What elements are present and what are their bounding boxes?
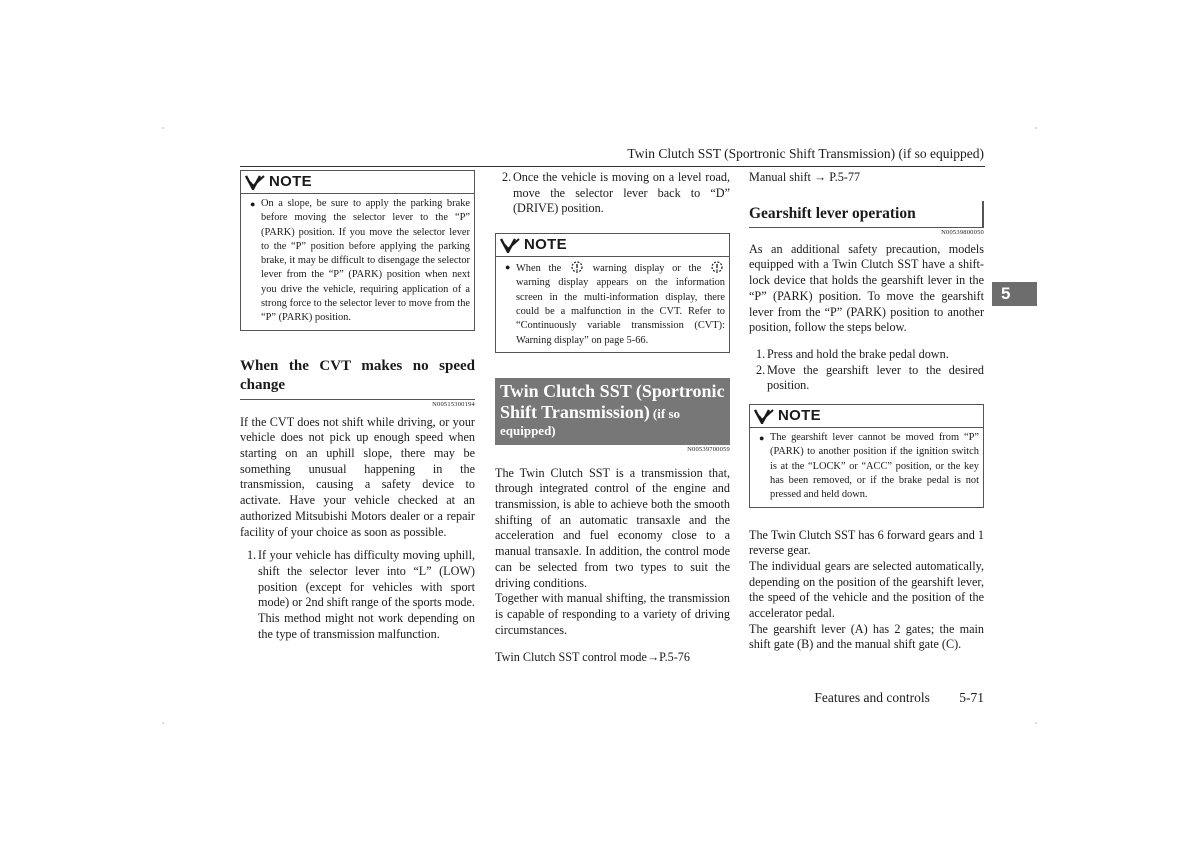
bullet-icon: ● <box>250 199 256 209</box>
xref-label: Manual shift <box>749 170 811 184</box>
xref-page: P.5-77 <box>829 170 861 184</box>
crop-mark <box>1035 127 1037 129</box>
section-title: When the CVT makes no speed change <box>240 357 475 393</box>
note-label: NOTE <box>778 407 821 425</box>
paragraph: The individual gears are selected automatically, depending on the position of the gearshift lever, the speed of the vehicle and the position of the accelerator pedal. <box>749 558 984 621</box>
header-rule <box>240 166 985 167</box>
step-item <box>749 347 984 363</box>
note-header <box>496 234 729 257</box>
xref-label: Twin Clutch SST control mode <box>495 650 647 665</box>
banner-suffix: (if so equipped) <box>500 405 681 438</box>
step-text: Move the gearshift lever to the desired position. <box>767 362 984 393</box>
crop-mark <box>1035 722 1037 724</box>
column-left <box>240 170 475 643</box>
bullet-icon: ● <box>759 433 765 444</box>
section-code: N00539700059 <box>687 445 730 453</box>
note-box <box>749 404 984 507</box>
note-check-icon <box>500 238 520 253</box>
note-header <box>750 405 983 428</box>
step-list <box>495 170 730 217</box>
step-item <box>495 170 730 217</box>
paragraph: The gearshift lever (A) has 2 gates; the main shift gate (B) and the manual shift gate (C). <box>749 621 984 652</box>
step-list <box>749 347 984 394</box>
step-number: 1. <box>756 346 766 361</box>
note-label: NOTE <box>524 236 567 254</box>
note-text: On a slope, be sure to apply the parking brake before moving the selector lever to the “P” (PARK) position. If you move the selector lever to the “P” position before applying the parking brake, it may be difficult to disengage the selector lever from the “P” (PARK) position when next you drive the vehicle, requiring application of a strong force to the selector lever to move from the “P” (PARK) position. <box>261 198 470 324</box>
note-label: NOTE <box>269 173 312 191</box>
column-right <box>749 170 984 653</box>
transmission-warning-icon <box>569 260 585 274</box>
step-extra-text: This method might not work depending on the type of transmission malfunction. <box>258 611 475 641</box>
step-text: Once the vehicle is moving on a level road, move the selector lever back to “D” (DRIVE) position. <box>513 170 730 216</box>
note-check-icon <box>754 409 774 424</box>
paragraph: Together with manual shifting, the transmission is capable of responding to a variety of driving circumstances. <box>495 591 730 637</box>
step-text: Press and hold the brake pedal down. <box>767 346 949 361</box>
note-body <box>241 194 474 330</box>
chapter-tab: 5 <box>992 282 1037 306</box>
step-text: If your vehicle has difficulty moving uphill, shift the selector lever into “L” (LOW) position (except for vehicles with sport mode) or 2nd shift range of the sports mode. <box>258 548 475 610</box>
step-number: 1. <box>247 548 257 563</box>
cross-reference <box>495 650 730 666</box>
note-body <box>750 428 983 506</box>
footer-section: Features and controls <box>814 690 930 705</box>
crop-mark <box>162 127 164 129</box>
note-text: The gearshift lever cannot be moved from “P” (PARK) to another position if the ignition switch is at the “LOCK” or “ACC” position, or the key has been removed, or if the brake pedal is not pressed and held down. <box>770 432 979 501</box>
step-number: 2. <box>756 362 766 377</box>
paragraph: The Twin Clutch SST is a transmission that, through integrated control of the engine and transmission, is able to achieve both the smooth shifting of an automatic transaxle and the acceleration and fuel economy close to a manual transaxle. In addition, the control mode can be selected from two types to suit the driving conditions. <box>495 465 730 590</box>
section-banner <box>495 378 730 445</box>
note-box <box>240 170 475 331</box>
paragraph: As an additional safety precaution, models equipped with a Twin Clutch SST have a shift-lock device that holds the gearshift lever in the “P” (PARK) position. To move the gearshift lever from the “P” (PARK) position to another position, follow the steps below. <box>749 241 984 335</box>
step-list <box>240 548 475 642</box>
section-code: N00515300194 <box>240 399 475 409</box>
note-check-icon <box>245 175 265 190</box>
bullet-icon: ● <box>505 262 511 273</box>
step-item <box>749 363 984 394</box>
xref-arrow: → <box>814 170 827 184</box>
transmission-warning-icon <box>709 260 725 274</box>
cross-reference <box>749 170 984 186</box>
note-header <box>241 171 474 194</box>
xref-arrow: → <box>646 650 660 665</box>
running-header: Twin Clutch SST (Sportronic Shift Transmission) (if so equipped) <box>627 146 984 161</box>
step-number: 2. <box>502 170 512 184</box>
xref-page: P.5-76 <box>659 650 690 665</box>
note-text-start: When the <box>516 263 562 275</box>
page-number: 5-71 <box>959 690 984 705</box>
crop-mark <box>162 722 164 724</box>
paragraph: If the CVT does not shift while driving, or your vehicle does not pick up enough speed when starting on an uphill slope, there may be something unusual happening in the transmission, causing a safety device to activate. Have your vehicle checked at an authorized Mitsubishi Motors dealer or a repair facility of your choice as soon as possible. <box>240 414 475 539</box>
paragraph: The Twin Clutch SST has 6 forward gears and 1 reverse gear. <box>749 527 984 558</box>
note-box <box>495 233 730 353</box>
note-text-end: warning display appears on the information screen in the multi-information display, there could be a malfunction in the CVT. Refer to “Continuously variable transmission (CVT): Warning display” on page 5-66. <box>516 277 725 346</box>
note-text-middle: warning display or the <box>592 263 702 275</box>
note-body <box>496 257 729 352</box>
section-title: Gearshift lever operation <box>749 201 984 227</box>
step-item <box>240 548 475 642</box>
column-middle <box>495 170 730 666</box>
section-code: N00539800050 <box>749 227 984 237</box>
page-footer <box>760 690 984 706</box>
banner-title: Twin Clutch SST (Sportronic Shift Transmission) <box>500 380 725 422</box>
